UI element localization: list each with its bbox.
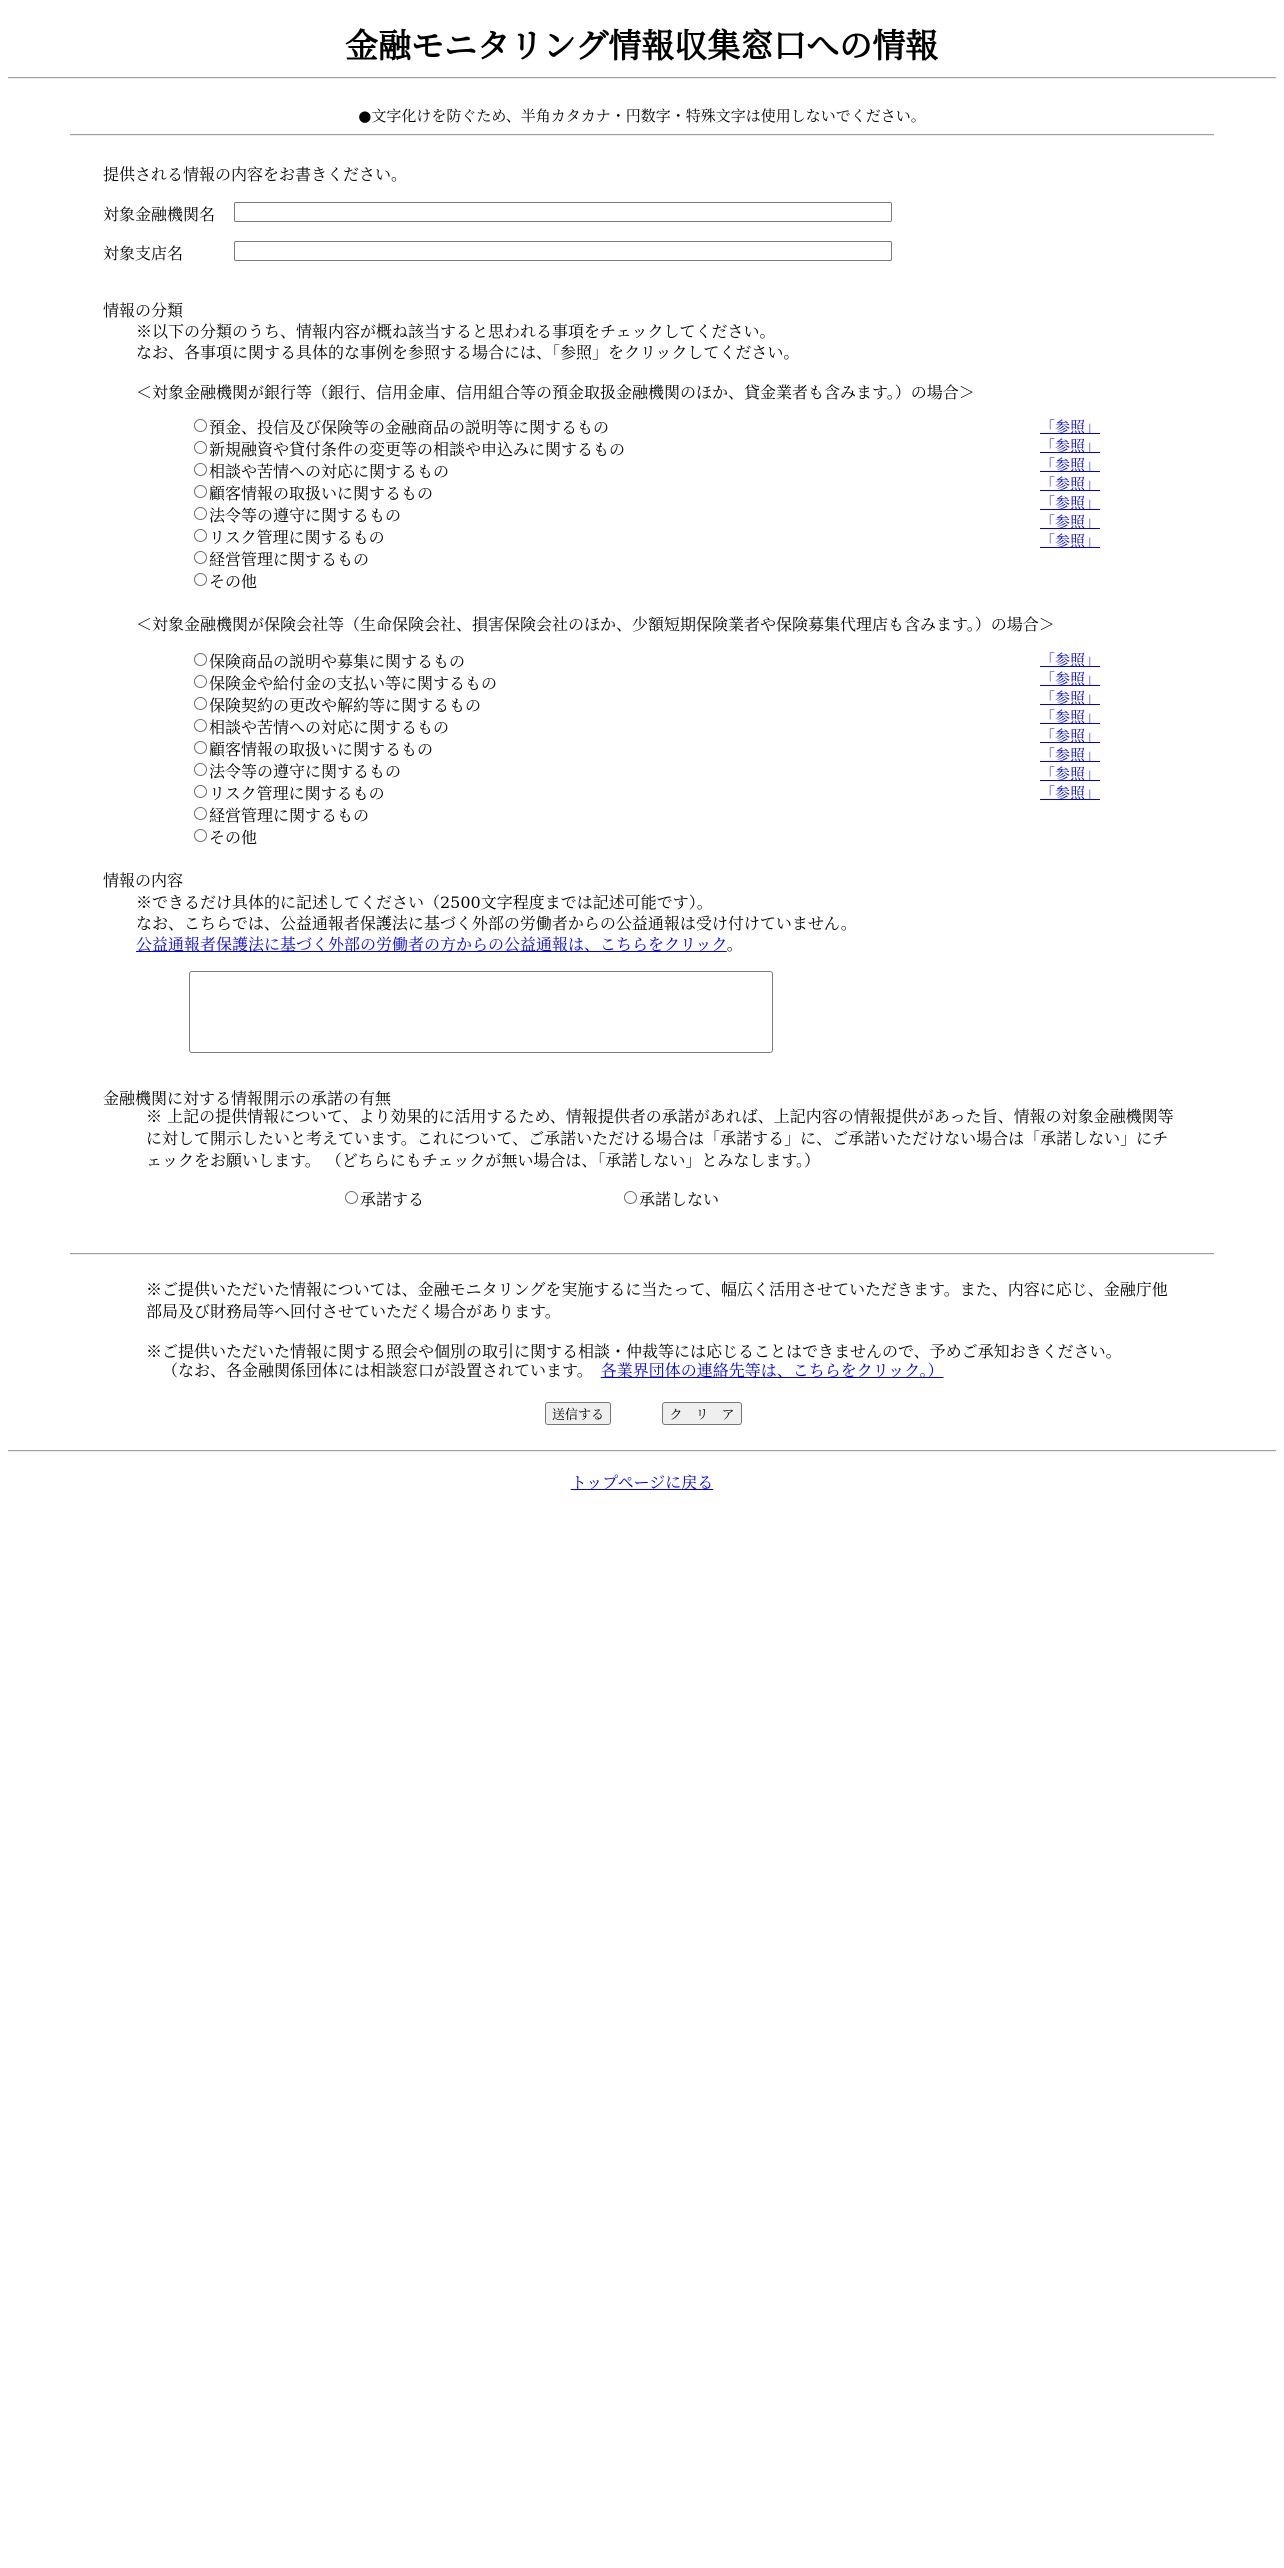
radio-button-icon[interactable] [194,785,207,798]
bank-option[interactable]: その他 [194,571,257,593]
bank-option[interactable]: 預金、投信及び保険等の金融商品の説明等に関するもの [194,417,609,439]
radio-button-icon[interactable] [194,719,207,732]
content-note-1: ※できるだけ具体的に記述してください（2500文字程度までは記述可能です）。 [136,893,713,912]
classification-note-1: ※以下の分類のうち、情報内容が概ね該当すると思われる事項をチェックしてください。 [136,322,776,341]
divider-consent [70,1253,1214,1255]
ref-link[interactable]: 「参照」 [1039,532,1100,550]
footer-note-2-line-1: ※ご提供いただいた情報に関する照会や個別の取引に関する相談・仲裁等には応じることはできませんので、予めご承知おきください。 [146,1342,1122,1361]
insurance-option[interactable]: 保険金や給付金の支払い等に関するもの [194,673,497,695]
bank-option[interactable]: 相談や苦情への対応に関するもの [194,461,449,483]
ref-link[interactable]: 「参照」 [1039,475,1100,493]
divider-top [8,77,1276,79]
whistleblower-link[interactable]: 公益通報者保護法に基づく外部の労働者の方からの公益通報は、こちらをクリック [136,935,727,954]
ref-link[interactable]: 「参照」 [1039,670,1100,688]
insurance-option[interactable]: 保険商品の説明や募集に関するもの [194,651,465,673]
divider-bottom [8,1450,1276,1452]
classification-note-2: なお、各事項に関する具体的な事例を参照する場合には、「参照」をクリックしてください。 [136,343,800,362]
ref-link[interactable]: 「参照」 [1039,746,1100,764]
insurance-option[interactable]: 経営管理に関するもの [194,805,369,827]
content-note-2: なお、こちらでは、公益通報者保護法に基づく外部の労働者からの公益通報は受け付けていません。 [136,914,857,933]
footer-note-1-line-1: ※ご提供いただいた情報については、金融モニタリングを実施するに当たって、幅広く活用させていただきます。また、内容に応じ、金融庁他 [146,1280,1168,1299]
consent-line-1: ※ 上記の提供情報について、より効果的に活用するため、情報提供者の承諾があれば、上記内容の情報提供があった旨、情報の対象金融機関等 [146,1107,1174,1126]
whistleblower-line [136,932,743,955]
whistleblower-suffix: 。 [726,935,743,954]
radio-button-icon[interactable] [345,1191,358,1204]
radio-button-icon[interactable] [194,551,207,564]
insurance-option[interactable]: 保険契約の更改や解約等に関するもの [194,695,481,717]
industry-contacts-link[interactable]: 各業界団体の連絡先等は、こちらをクリック。） [600,1361,944,1380]
ref-link[interactable]: 「参照」 [1039,784,1100,802]
branch-label: 対象支店名 [103,244,184,263]
classification-heading: 情報の分類 [103,301,184,320]
ref-link[interactable]: 「参照」 [1039,689,1100,707]
bank-option[interactable]: リスク管理に関するもの [194,527,385,549]
radio-button-icon[interactable] [194,675,207,688]
branch-name-input[interactable] [234,241,892,261]
insurance-option[interactable]: その他 [194,827,257,849]
radio-button-icon[interactable] [194,763,207,776]
page-title: 金融モニタリング情報収集窓口への情報 [345,26,939,65]
ref-link[interactable]: 「参照」 [1039,727,1100,745]
ref-link[interactable]: 「参照」 [1039,494,1100,512]
consent-accept-option[interactable]: 承諾する [345,1189,424,1211]
clear-button[interactable]: ク リ ア [662,1402,742,1425]
notice-text: ●文字化けを防ぐため、半角カタカナ・円数字・特殊文字は使用しないでください。 [358,107,926,125]
consent-heading: 金融機関に対する情報開示の承諾の有無 [103,1089,392,1108]
footer-note-1-line-2: 部局及び財務局等へ回付させていただく場合があります。 [146,1302,561,1321]
radio-button-icon[interactable] [194,829,207,842]
ref-link[interactable]: 「参照」 [1039,513,1100,531]
radio-button-icon[interactable] [194,507,207,520]
institution-name-input[interactable] [234,202,892,222]
radio-button-icon[interactable] [194,485,207,498]
radio-button-icon[interactable] [194,653,207,666]
divider-notice [70,134,1214,136]
consent-line-3: ェックをお願いします。 （どちらにもチェックが無い場合は、「承諾しない」とみなします。） [146,1151,821,1170]
insurance-group-label: ＜対象金融機関が保険会社等（生命保険会社、損害保険会社のほか、少額短期保険業者や保険募集代理店も含みます。）の場合＞ [136,615,1055,634]
bank-option[interactable]: 新規融資や貸付条件の変更等の相談や申込みに関するもの [194,439,625,461]
intro-text: 提供される情報の内容をお書きください。 [103,165,408,184]
submit-button[interactable]: 送信する [545,1402,611,1425]
bank-group-label: ＜対象金融機関が銀行等（銀行、信用金庫、信用組合等の預金取扱金融機関のほか、貸金業者も含みます。）の場合＞ [136,383,975,402]
consent-decline-option[interactable]: 承諾しない [624,1189,719,1211]
ref-link[interactable]: 「参照」 [1039,437,1100,455]
radio-button-icon[interactable] [194,419,207,432]
content-heading: 情報の内容 [103,871,184,890]
top-link-wrapper [0,1470,1284,1493]
radio-button-icon[interactable] [194,529,207,542]
institution-label: 対象金融機関名 [103,205,216,224]
radio-button-icon[interactable] [194,463,207,476]
ref-link[interactable]: 「参照」 [1039,651,1100,669]
ref-link[interactable]: 「参照」 [1039,418,1100,436]
radio-button-icon[interactable] [194,697,207,710]
consent-line-2: に対して開示したいと考えています。これについて、ご承諾いただける場合は「承諾する」に、ご承諾いただけない場合は「承諾しない」にチ [146,1129,1169,1148]
insurance-option[interactable]: 相談や苦情への対応に関するもの [194,717,449,739]
top-page-link[interactable]: トップページに戻る [570,1473,714,1492]
ref-link[interactable]: 「参照」 [1039,708,1100,726]
ref-link[interactable]: 「参照」 [1039,456,1100,474]
bank-option[interactable]: 法令等の遵守に関するもの [194,505,401,527]
radio-button-icon[interactable] [194,807,207,820]
footer-note-2-line-2: （なお、各金融関係団体には相談窓口が設置されています。 各業界団体の連絡先等は、こちらをクリック。） [162,1361,944,1380]
insurance-option[interactable]: 法令等の遵守に関するもの [194,761,401,783]
bank-option[interactable]: 顧客情報の取扱いに関するもの [194,483,433,505]
insurance-option[interactable]: 顧客情報の取扱いに関するもの [194,739,433,761]
radio-button-icon[interactable] [624,1191,637,1204]
radio-button-icon[interactable] [194,573,207,586]
content-textarea[interactable] [189,971,773,1053]
insurance-option[interactable]: リスク管理に関するもの [194,783,385,805]
ref-link[interactable]: 「参照」 [1039,765,1100,783]
radio-button-icon[interactable] [194,441,207,454]
radio-button-icon[interactable] [194,741,207,754]
bank-option[interactable]: 経営管理に関するもの [194,549,369,571]
